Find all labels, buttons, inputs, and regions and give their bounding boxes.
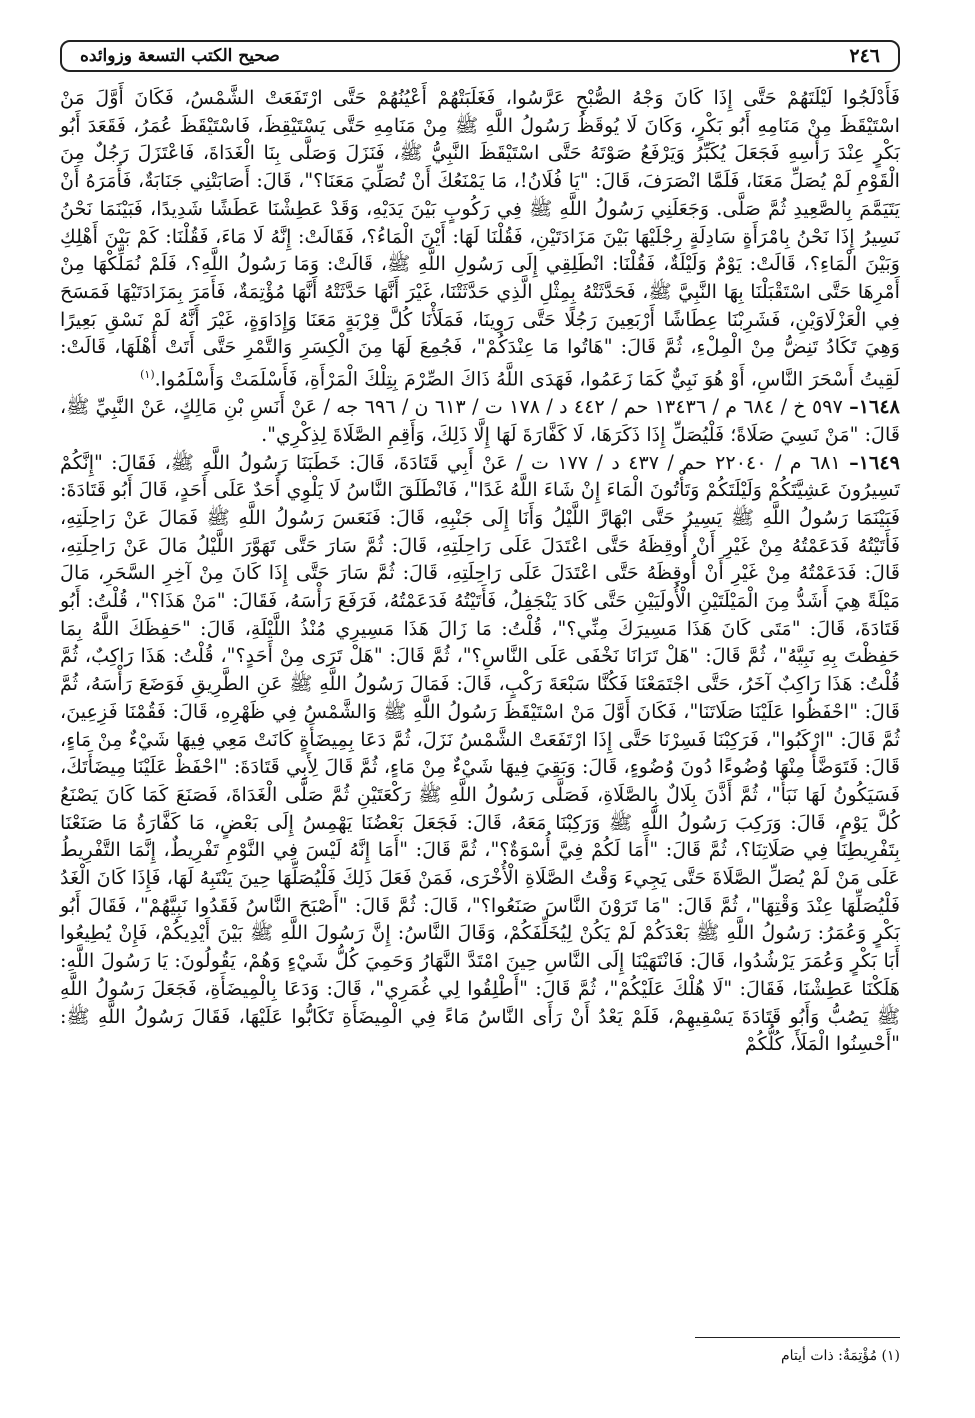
footnote-divider (695, 1337, 900, 1338)
body-text (60, 84, 900, 1058)
paragraph-text: فَأَدْلَجُوا لَيْلَتَهُمْ حَتَّى إِذَا كَانَ وَجْهُ الصُّبْحِ عَرَّسُوا، فَغَلَبَتْهُمْ أَعْيُنُهُمْ حَتَّى ارْتَفَعَتْ الشَّمْسُ، فَكَانَ أَوَّلَ مَنْ اسْتَيْقَظَ مِنْ مَنَامِهِ أَبُو بَكْرٍ، وَكَانَ لَا يُوقَظُ رَسُولُ اللَّهِ ﷺ مِنْ مَنَامِهِ حَتَّى يَسْتَيْقِظَ، فَاسْتَيْقَظَ عُمَرُ، فَقَعَدَ أَبُو بَكْرٍ عِنْدَ رَأْسِهِ فَجَعَلَ يُكَبِّرُ وَيَرْفَعُ صَوْتَهُ حَتَّى اسْتَيْقَظَ النَّبِيُّ ﷺ، فَنَزَلَ وَصَلَّى بِنَا الْغَدَاةَ، فَاعْتَزَلَ رَجُلٌ مِنَ الْقَوْمِ لَمْ يُصَلِّ مَعَنَا، فَلَمَّا انْصَرَفَ، قَالَ: "يَا فُلَانُ!، مَا يَمْنَعُكَ أَنْ تُصَلِّيَ مَعَنَا؟"، قَالَ: أَصَابَتْنِي جَنَابَةٌ، فَأَمَرَهُ أَنْ يَتَيَمَّمَ بِالصَّعِيدِ ثُمَّ صَلَّى. وَجَعَلَنِي رَسُولُ اللَّهِ ﷺ فِي رَكُوبٍ بَيْنَ يَدَيْهِ، وَقَدْ عَطِشْنَا عَطَشًا شَدِيدًا، فَبَيْنَمَا نَحْنُ نَسِيرُ إِذَا نَحْنُ بِامْرَأَةٍ سَادِلَةٍ رِجْلَيْهَا بَيْنَ مَزَادَتَيْنِ، فَقُلْنَا لَهَا: أَيْنَ الْمَاءُ؟، فَقَالَتْ: إِنَّهُ لَا مَاءَ، فَقُلْنَا: كَمْ بَيْنَ أَهْلِكِ وَبَيْنَ الْمَاءِ؟، قَالَتْ: يَوْمٌ وَلَيْلَةٌ، فَقُلْنَا: انْطَلِقِي إِلَى رَسُولِ اللَّهِ ﷺ، قَالَتْ: وَمَا رَسُولُ اللَّهِ؟، فَلَمْ نُمَلِّكْهَا مِنْ أَمْرِهَا حَتَّى اسْتَقْبَلْنَا بِهَا النَّبِيَّ ﷺ، فَحَدَّثَتْهُ بِمِثْلِ الَّذِي حَدَّثَتْنَا، غَيْرَ أَنَّهَا حَدَّثَتْهُ أَنَّهَا مُؤْتِمَةٌ، فَأَمَرَ بِمَزَادَتَيْهَا فَمَسَحَ فِي الْعَزْلَاوَيْنِ، فَشَرِبْنَا عِطَاشًا أَرْبَعِينَ رَجُلًا حَتَّى رَوِينَا، فَمَلَأْنَا كُلَّ قِرْبَةٍ مَعَنَا وَإِدَاوَةٍ، غَيْرَ أَنَّهُ لَمْ نَسْقِ بَعِيرًا وَهِيَ تَكَادُ تَنِضُّ مِنْ الْمِلْءِ، ثُمَّ قَالَ: "هَاتُوا مَا عِنْدَكُمْ"، فَجُمِعَ لَهَا مِنَ الْكِسَرِ وَالتَّمْرِ حَتَّى أَتَتْ أَهْلَهَا، قَالَتْ: لَقِيتُ أَسْحَرَ النَّاسِ، أَوْ هُوَ نَبِيٌّ كَمَا زَعَمُوا، فَهَدَى اللَّهُ ذَاكَ الصِّرْمَ بِتِلْكَ الْمَرْأَةِ، فَأَسْلَمَتْ وَأَسْلَمُوا. (60, 86, 900, 391)
page-number: ٢٤٦ (849, 45, 880, 67)
page-header (60, 40, 900, 72)
hadith-text: ٦٨١ م / ٢٢٠٤٠ حم / ٤٣٧ د / ١٧٧ ت / عَنْ أَبِي قَتَادَةَ، قَالَ: خَطَبَنَا رَسُولُ اللَّهِ ﷺ، فَقَالَ: "إِنَّكُمْ تَسِيرُونَ عَشِيَّتَكُمْ وَلَيْلَتَكُمْ وَتَأْتُونَ الْمَاءَ إِنْ شَاءَ اللَّهُ غَدًا"، فَانْطَلَقَ النَّاسُ لَا يَلْوِي أَحَدٌ عَلَى أَحَدٍ، قَالَ أَبُو قَتَادَةَ: فَبَيْنَمَا رَسُولُ اللَّهِ ﷺ يَسِيرُ حَتَّى ابْهَارَّ اللَّيْلُ وَأَنَا إِلَى جَنْبِهِ، قَالَ: فَنَعَسَ رَسُولُ اللَّهِ ﷺ فَمَالَ عَنْ رَاحِلَتِهِ، فَأَتَيْتُهُ فَدَعَمْتُهُ مِنْ غَيْرِ أَنْ أُوقِظَهُ حَتَّى اعْتَدَلَ عَلَى رَاحِلَتِهِ، قَالَ: ثُمَّ سَارَ حَتَّى تَهَوَّرَ اللَّيْلُ مَالَ عَنْ رَاحِلَتِهِ، قَالَ: فَدَعَمْتُهُ مِنْ غَيْرِ أَنْ أُوقِظَهُ حَتَّى اعْتَدَلَ عَلَى رَاحِلَتِهِ، قَالَ: ثُمَّ سَارَ حَتَّى إِذَا كَانَ مِنْ آخِرِ السَّحَرِ، مَالَ مَيْلَةً هِيَ أَشَدُّ مِنَ الْمَيْلَتَيْنِ الْأُولَيَيْنِ حَتَّى كَادَ يَنْجَفِلُ، فَأَتَيْتُهُ فَدَعَمْتُهُ، فَرَفَعَ رَأْسَهُ، فَقَالَ: "مَنْ هَذَا؟"، قُلْتُ: أَبُو قَتَادَةَ، قَالَ: "مَتَى كَانَ هَذَا مَسِيرَكَ مِنِّي؟"، قُلْتُ: مَا زَالَ هَذَا مَسِيرِي مُنْذُ اللَّيْلَةِ، قَالَ: "حَفِظَكَ اللَّهُ بِمَا حَفِظْتَ بِهِ نَبِيَّهُ"، ثُمَّ قَالَ: "هَلْ تَرَانَا نَخْفَى عَلَى النَّاسِ؟"، ثُمَّ قَالَ: "هَلْ تَرَى مِنْ أَحَدٍ؟"، قُلْتُ: هَذَا رَاكِبٌ، ثُمَّ قُلْتُ: هَذَا رَاكِبٌ آخَرُ، حَتَّى اجْتَمَعْنَا فَكُنَّا سَبْعَةَ رَكْبٍ، قَالَ: فَمَالَ رَسُولُ اللَّهِ ﷺ عَنِ الطَّرِيقِ فَوَضَعَ رَأْسَهُ، ثُمَّ قَالَ: "احْفَظُوا عَلَيْنَا صَلَاتَنَا"، فَكَانَ أَوَّلَ مَنْ اسْتَيْقَظَ رَسُولُ اللَّهِ ﷺ وَالشَّمْسُ فِي ظَهْرِهِ، قَالَ: فَقُمْنَا فَزِعِينَ، ثُمَّ قَالَ: "ارْكَبُوا"، فَرَكِبْنَا فَسِرْنَا حَتَّى إِذَا ارْتَفَعَتْ الشَّمْسُ نَزَلَ، ثُمَّ دَعَا بِمِيضَأَةٍ كَانَتْ مَعِي فِيهَا شَيْءٌ مِنْ مَاءٍ، قَالَ: فَتَوَضَّأَ مِنْهَا وُضُوءًا دُونَ وُضُوءٍ، قَالَ: وَبَقِيَ فِيهَا شَيْءٌ مِنْ مَاءٍ، ثُمَّ قَالَ لِأَبِي قَتَادَةَ: "احْفَظْ عَلَيْنَا مِيضَأَتَكَ، فَسَيَكُونُ لَهَا نَبَأٌ"، ثُمَّ أَذَّنَ بِلَالٌ بِالصَّلَاةِ، فَصَلَّى رَسُولُ اللَّهِ ﷺ رَكْعَتَيْنِ ثُمَّ صَلَّى الْغَدَاةَ، فَصَنَعَ كَمَا كَانَ يَصْنَعُ كُلَّ يَوْمٍ، قَالَ: وَرَكِبَ رَسُولُ اللَّهِ ﷺ وَرَكِبْنَا مَعَهُ، قَالَ: فَجَعَلَ بَعْضُنَا يَهْمِسُ إِلَى بَعْضٍ، مَا كَفَّارَةُ مَا صَنَعْنَا بِتَفْرِيطِنَا فِي صَلَاتِنَا؟، ثُمَّ قَالَ: "أَمَا لَكُمْ فِيَّ أُسْوَةٌ؟"، ثُمَّ قَالَ: "أَمَا إِنَّهُ لَيْسَ فِي النَّوْمِ تَفْرِيطٌ، إِنَّمَا التَّفْرِيطُ عَلَى مَنْ لَمْ يُصَلِّ الصَّلَاةَ حَتَّى يَجِيءَ وَقْتُ الصَّلَاةِ الْأُخْرَى، فَمَنْ فَعَلَ ذَلِكَ فَلْيُصَلِّهَا حِينَ يَنْتَبِهُ لَهَا، فَإِذَا كَانَ الْغَدُ فَلْيُصَلِّهَا عِنْدَ وَقْتِهَا"، ثُمَّ قَالَ: "مَا تَرَوْنَ النَّاسَ صَنَعُوا؟"، قَالَ: ثُمَّ قَالَ: "أَصْبَحَ النَّاسُ فَقَدُوا نَبِيَّهُمْ"، فَقَالَ أَبُو بَكْرٍ وَعُمَرُ: رَسُولُ اللَّهِ ﷺ بَعْدَكُمْ لَمْ يَكُنْ لِيُخَلِّفَكُمْ، وَقَالَ النَّاسُ: إِنَّ رَسُولَ اللَّهِ ﷺ بَيْنَ أَيْدِيكُمْ، فَإِنْ يُطِيعُوا أَبَا بَكْرٍ وَعُمَرَ يَرْشُدُوا، قَالَ: فَانْتَهَيْنَا إِلَى النَّاسِ حِينَ امْتَدَّ النَّهَارُ وَحَمِيَ كُلُّ شَيْءٍ وَهُمْ، يَقُولُونَ: يَا رَسُولَ اللَّهِ: هَلَكْنَا عَطِشْنَا، فَقَالَ: "لَا هُلْكَ عَلَيْكُمْ"، ثُمَّ قَالَ: "أَطْلِقُوا لِي غُمَرِي"، قَالَ: وَدَعَا بِالْمِيضَأَةِ، فَجَعَلَ رَسُولُ اللَّهِ ﷺ يَصُبُّ وَأَبُو قَتَادَةَ يَسْقِيهِمْ، فَلَمْ يَعْدُ أَنْ رَأَى النَّاسُ مَاءً فِي الْمِيضَأَةِ تَكَابُّوا عَلَيْهَا، فَقَالَ رَسُولُ اللَّهِ ﷺ: "أَحْسِنُوا الْمَلَأَ، كُلُّكُمْ (60, 450, 900, 1056)
book-title: صحيح الكتب التسعة وزوائده (80, 46, 280, 66)
footnote-ref: (١) (140, 368, 155, 382)
hadith-text: ٥٩٧ خ / ٦٨٤ م / ١٣٤٣٦ حم / ٤٤٢ د / ١٧٨ ت / ٦١٣ ن / ٦٩٦ جه / عَنْ أَنَسِ بْنِ مَالِكٍ، عَنْ النَّبِيِّ ﷺ، قَالَ: "مَنْ نَسِيَ صَلَاةً؛ فَلْيُصَلِّ إِذَا ذَكَرَهَا، لَا كَفَّارَةَ لَهَا إِلَّا ذَلِكَ، وَأَقِمِ الصَّلَاةَ لِذِكْرِي". (60, 395, 900, 446)
hadith-1648 (60, 393, 900, 448)
paragraph-continuation (60, 84, 900, 393)
hadith-1649 (60, 449, 900, 1058)
hadith-number: ١٦٤٨– (849, 395, 900, 419)
hadith-number: ١٦٤٩– (849, 450, 900, 474)
footnote: (١) مُؤْتِمَةٌ: ذات أيتام (780, 1348, 900, 1364)
document-page (60, 40, 900, 1390)
